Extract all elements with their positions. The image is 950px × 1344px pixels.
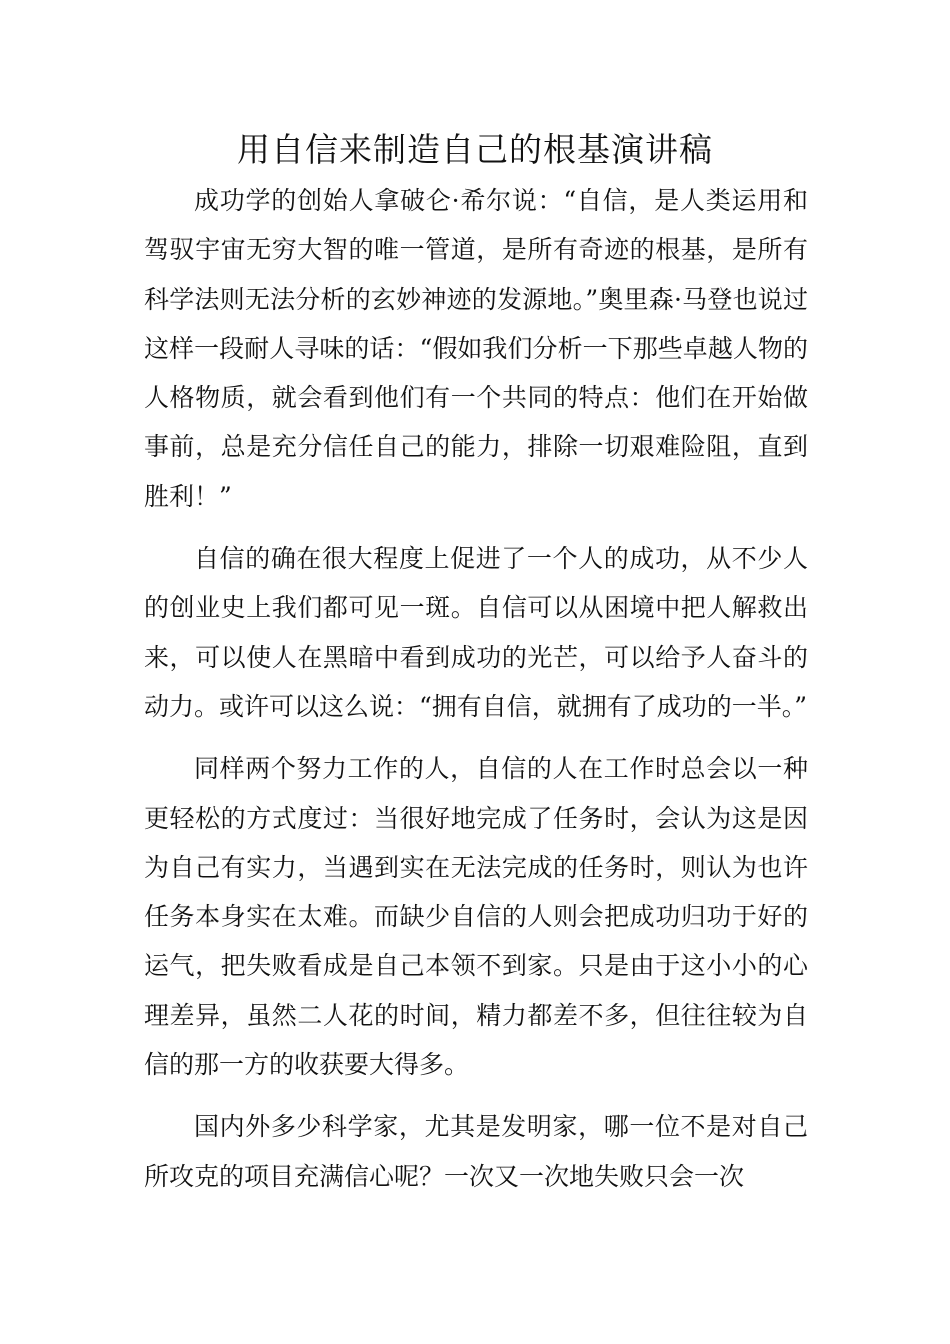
paragraph-1: 成功学的创始人拿破仑·希尔说：“自信，是人类运用和驾驭宇宙无穷大智的唯一管道，是所有奇迹的根基，是所有科学法则无法分析的玄妙神迹的发源地。”奥里森·马登也说过这样一段耐人寻味的话：“假如我们分析一下那些卓越人物的人格物质，就会看到他们有一个共同的特点：他们在开始做事前，总是充分信任自己的能力，排除一切艰难险阻，直到胜利！” (144, 186, 808, 511)
paragraph-2: 自信的确在很大程度上促进了一个人的成功，从不少人的创业史上我们都可见一斑。自信可以从困境中把人解救出来，可以使人在黑暗中看到成功的光芒，可以给予人奋斗的动力。或许可以这么说：“拥有自信，就拥有了成功的一半。” (144, 544, 808, 721)
document-body (144, 176, 808, 1214)
document-title: 用自信来制造自己的根基演讲稿 (237, 130, 713, 169)
paragraph-3: 同样两个努力工作的人，自信的人在工作时总会以一种更轻松的方式度过：当很好地完成了任务时，会认为这是因为自己有实力，当遇到实在无法完成的任务时，则认为也许任务本身实在太难。而缺少自信的人则会把成功归功于好的运气，把失败看成是自己本领不到家。只是由于这小小的心理差异，虽然二人花的时间，精力都差不多，但往往较为自信的那一方的收获要大得多。 (144, 754, 808, 1080)
paragraph-4: 国内外多少科学家，尤其是发明家，哪一位不是对自己所攻克的项目充满信心呢？一次又一次地失败只会一次 (144, 1112, 808, 1191)
